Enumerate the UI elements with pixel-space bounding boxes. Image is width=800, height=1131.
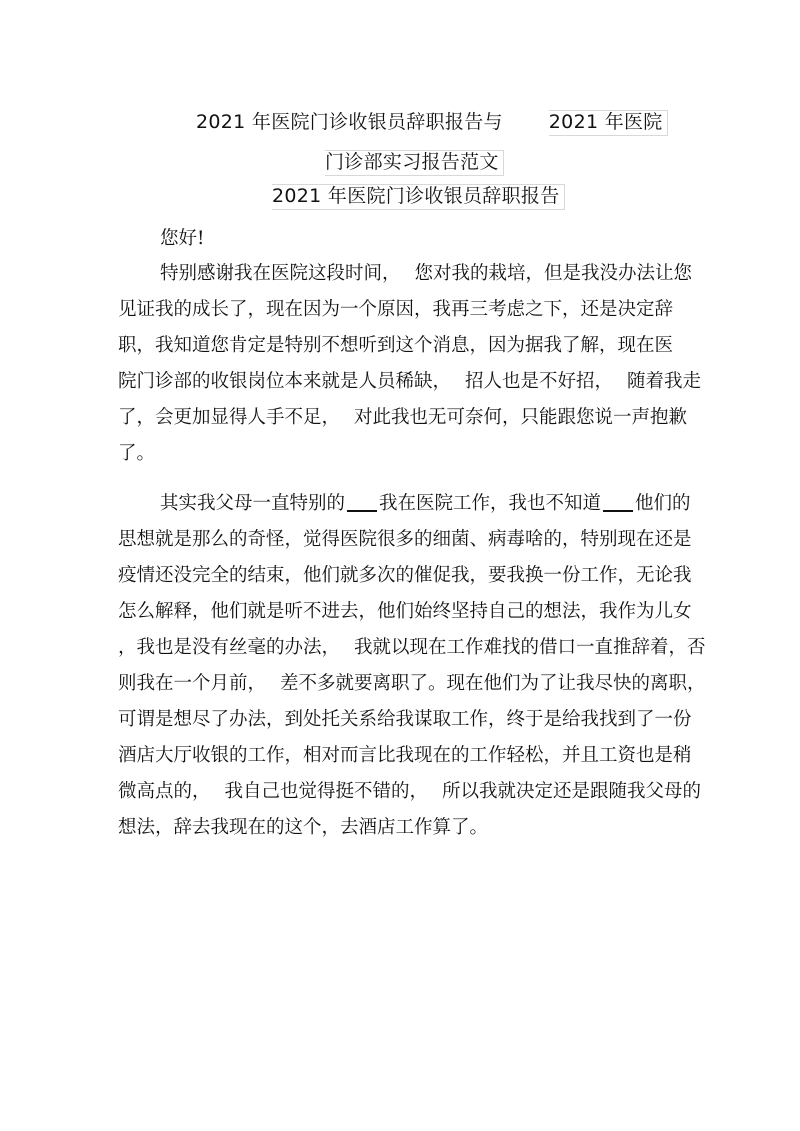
document-title-line-1 (196, 108, 668, 136)
paragraph-2-line-4 (118, 598, 692, 626)
text-span: 酒店大厅收银的工作，相对而言比我现在的工作轻松，并且工资也是稍 (118, 745, 692, 766)
text-span: 可谓是想尽了办法，到处托关系给我谋取工作，终于是给我找到了一份 (118, 709, 692, 730)
text-span: 疫情还没完全的结束，他们就多次的催促我，要我换一份工作，无论我 (118, 565, 692, 586)
text-span: 见证我的成长了，现在因为一个原因，我再三考虑之下，还是决定辞 (118, 299, 674, 320)
text-span: 则我在一个月前， (118, 673, 267, 694)
document-title-line-2 (325, 148, 504, 176)
paragraph-2-line-9 (118, 778, 702, 806)
paragraph-1-line-5 (118, 404, 688, 432)
greeting-text: 您好! (160, 228, 205, 249)
paragraph-2-line-7 (118, 706, 692, 734)
paragraph-2-line-1 (160, 490, 730, 518)
text-span: 了。 (118, 443, 156, 464)
text-span: 怎么解释，他们就是听不进去，他们始终坚持自己的想法，我作为儿女 (118, 601, 692, 622)
document-subtitle (272, 182, 565, 210)
text-span: 其实我父母一直特别的 (160, 493, 346, 514)
title-part-a: 2021 年医院门诊收银员辞职报告与 (196, 111, 503, 133)
text-span: 招人也是不好招， (465, 371, 614, 392)
text-span: 职，我知道您肯定是特别不想听到这个消息，因为据我了解，现在医 (118, 335, 674, 356)
text-span: 我自己也觉得挺不错的， (224, 781, 429, 802)
paragraph-1-line-4 (118, 368, 702, 396)
paragraph-2-line-6 (118, 670, 706, 698)
text-span: 差不多就要离职了。现在他们为了让我尽快的离职， (280, 673, 706, 694)
title-line-2-text: 门诊部实习报告范文 (325, 150, 504, 176)
text-span: 思想就是那么的奇怪，觉得医院很多的细菌、病毒啥的，特别现在还是 (118, 529, 692, 550)
text-span: 院门诊部的收银岗位本来就是人员稀缺， (118, 371, 452, 392)
text-span: 我在医院工作，我也不知道 (379, 493, 602, 514)
paragraph-1-line-1 (160, 260, 730, 288)
paragraph-1-line-3 (118, 332, 688, 360)
fill-in-blank (347, 492, 377, 512)
text-span: 他们的 (635, 493, 691, 514)
paragraph-2-line-2 (118, 526, 692, 554)
paragraph-1-line-6 (118, 440, 688, 468)
text-span: 随着我走 (627, 371, 702, 392)
paragraph-1-line-2 (118, 296, 688, 324)
paragraph-2-line-5 (118, 634, 706, 662)
paragraph-2-line-3 (118, 562, 692, 590)
text-span: 微高点的， (118, 781, 211, 802)
paragraph-2-line-8 (118, 742, 692, 770)
text-span: 特别感谢我在医院这段时间， (160, 263, 401, 284)
greeting (160, 225, 730, 253)
text-span: 我就以现在工作难找的借口一直推辞着，否 (354, 637, 706, 658)
text-span: 您对我的栽培，但是我没办法让您 (414, 263, 693, 284)
text-span: ，我也是没有丝毫的办法， (118, 637, 341, 658)
title-part-b: 2021 年医院 (549, 110, 668, 136)
text-span: 想法，辞去我现在的这个，去酒店工作算了。 (118, 817, 489, 838)
subtitle-text: 2021 年医院门诊收银员辞职报告 (272, 184, 565, 210)
text-span: 对此我也无可奈何，只能跟您说一声抱歉 (354, 407, 688, 428)
text-span: 了，会更加显得人手不足， (118, 407, 341, 428)
text-span: 所以我就决定还是跟随我父母的 (442, 781, 702, 802)
paragraph-2-line-10 (118, 814, 688, 842)
fill-in-blank (603, 492, 633, 512)
